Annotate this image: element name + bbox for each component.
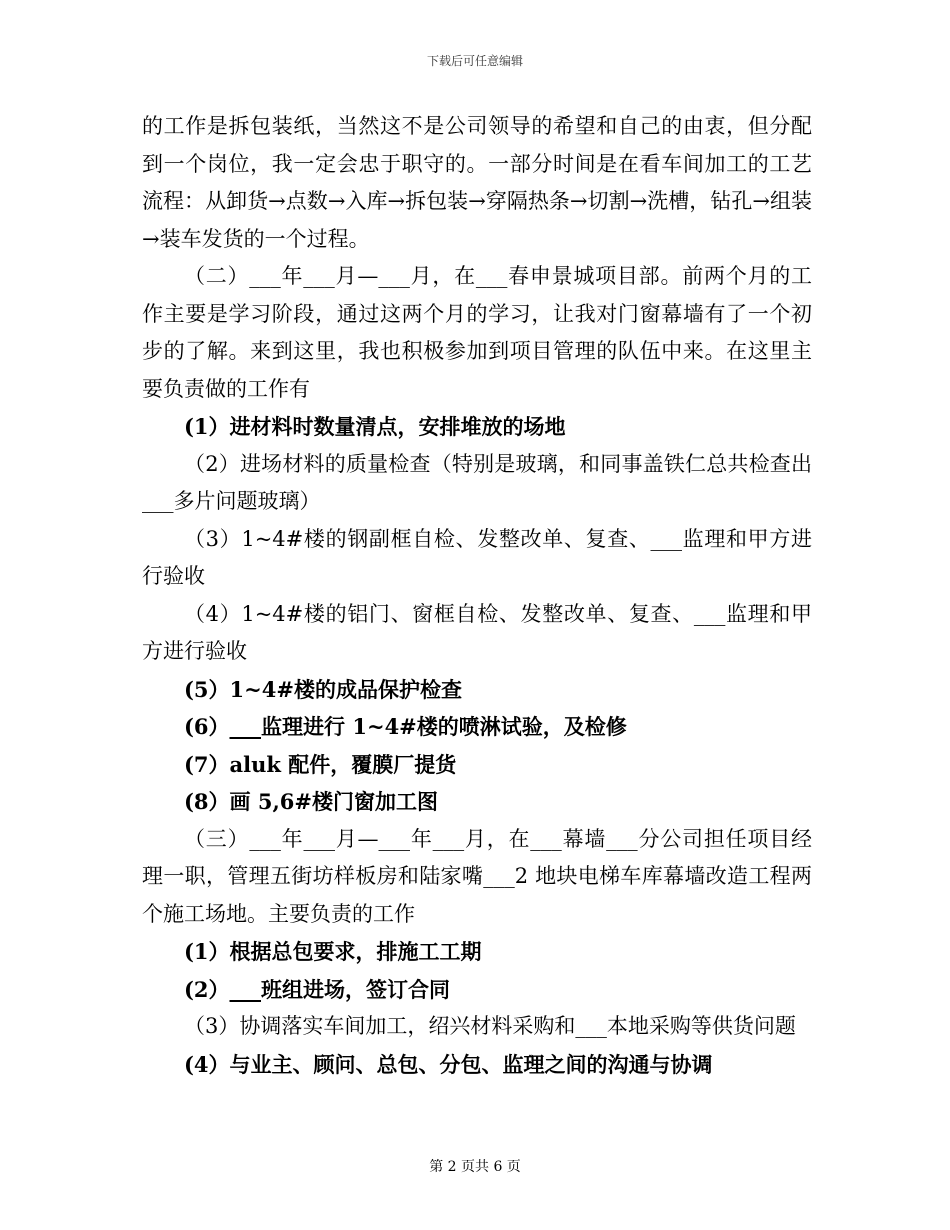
page-header: 下载后可任意编辑 (426, 54, 523, 68)
list-item: (7）aluk 配件，覆膜厂提货 (184, 751, 457, 777)
list-item: (1）进材料时数量清点，安排堆放的场地 (184, 414, 566, 439)
page-footer: 第 2 页共 6 页 (429, 1159, 521, 1175)
document-body (142, 108, 812, 1083)
list-item: （4）1~4#楼的铝门、窗框自检、发整改单、复查、___监理和甲方进行验收 (142, 601, 812, 663)
list-item: (2）___班组进场，签订合同 (184, 976, 451, 1002)
list-item: （3）1~4#楼的钢副框自检、发整改单、复查、___监理和甲方进行验收 (142, 526, 812, 588)
paragraph-section-3: （三）___年___月—___年___月，在___幕墙___分公司担任项目经理一职，管理五街坊样板房和陆家嘴___2 地块电梯车库幕墙改造工程两个施工场地。主要负责的工作 (142, 826, 812, 926)
list-item: (4）与业主、顾问、总包、分包、监理之间的沟通与协调 (184, 1051, 713, 1077)
list-item: （2）进场材料的质量检查（特别是玻璃，和同事盖铁仁总共检查出___多片问题玻璃） (142, 451, 812, 513)
paragraph-section-2: （二）___年___月—___月，在___春申景城项目部。前两个月的工作主要是学习阶段，通过这两个月的学习，让我对门窗幕墙有了一个初步的了解。来到这里，我也积极参加到项目管理的队伍中来。在这里主要负责做的工作有 (142, 264, 812, 401)
list-item: (6）___监理进行 1~4#楼的喷淋试验，及检修 (184, 714, 627, 739)
list-item: (1）根据总包要求，排施工工期 (184, 939, 482, 964)
list-item: (5）1~4#楼的成品保护检查 (184, 676, 462, 702)
list-item: (8）画 5,6#楼门窗加工图 (184, 789, 438, 814)
paragraph-continuation: 的工作是拆包装纸，当然这不是公司领导的希望和自己的由衷，但分配到一个岗位，我一定会忠于职守的。一部分时间是在看车间加工的工艺流程：从卸货→点数→入库→拆包装→穿隔热条→切割→洗槽，钻孔→组装→装车发货的一个过程。 (142, 114, 812, 251)
list-item: （3）协调落实车间加工，绍兴材料采购和___本地采购等供货问题 (184, 1014, 796, 1038)
